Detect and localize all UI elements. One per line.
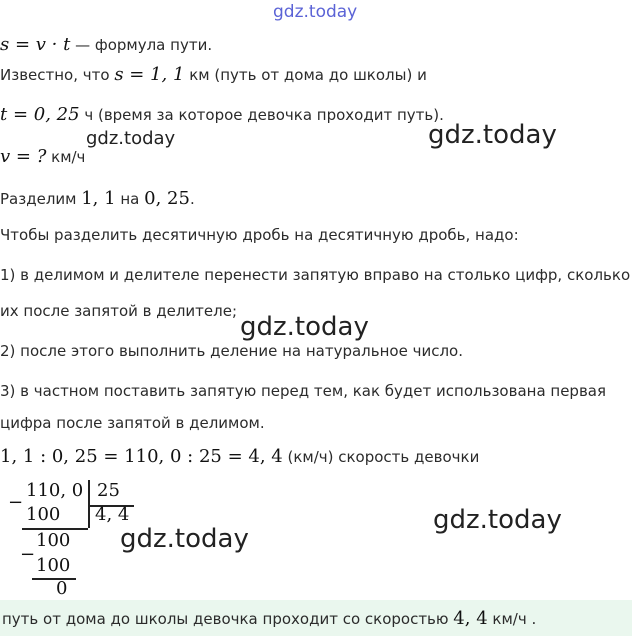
formula-math: s = v · t — [0, 34, 71, 55]
answer-text — [2, 608, 536, 629]
text: Известно, что — [0, 66, 115, 84]
subtrahend-1: 100 — [26, 504, 61, 525]
minus-sign: − — [20, 544, 36, 565]
speed-math: v = ? — [0, 146, 47, 167]
rule-step-2: 2) после этого выполнить деление на натуральное число. — [0, 342, 463, 360]
math: 1, 1 — [81, 188, 116, 209]
unknown-speed-line — [0, 146, 85, 167]
minus-sign: − — [8, 492, 24, 513]
watermark: gdz.today — [428, 120, 557, 150]
subtraction-line — [32, 578, 76, 580]
text: ч (время за которое девочка проходит путь). — [79, 106, 444, 124]
text: (км/ч) скорость девочки — [282, 448, 480, 466]
text: на — [115, 190, 145, 208]
watermark: gdz.today — [120, 524, 249, 554]
watermark-top: gdz.today — [273, 2, 358, 22]
division-bar — [88, 480, 90, 528]
answer-math: 4, 4 — [453, 608, 488, 629]
final-remainder: 0 — [56, 578, 68, 599]
known-time-line — [0, 104, 444, 125]
remainder-1: 100 — [36, 530, 71, 551]
watermark: gdz.today — [433, 505, 562, 535]
subtrahend-2: 100 — [36, 555, 71, 576]
text: км/ч . — [487, 610, 537, 628]
text: . — [189, 190, 195, 208]
rule-step-1: 1) в делимом и делителе перенести запятую вправо на столько цифр, сколько — [0, 266, 631, 284]
long-division — [0, 478, 150, 598]
text: Разделим — [0, 190, 82, 208]
dividend: 110, 0 — [26, 480, 84, 501]
divide-line — [0, 188, 195, 209]
answer-box — [0, 600, 632, 636]
formula-text: — формула пути. — [70, 36, 213, 54]
text: км/ч — [46, 148, 86, 166]
calculation-line — [0, 446, 479, 467]
rule-step-1-cont: их после запятой в делителе; — [0, 302, 238, 320]
divisor: 25 — [97, 480, 120, 501]
formula-line — [0, 34, 212, 55]
rule-step-3-cont: цифра после запятой в делимом. — [0, 414, 265, 432]
rule-intro: Чтобы разделить десятичную дробь на десятичную дробь, надо: — [0, 226, 519, 244]
calculation-math: 1, 1 : 0, 25 = 110, 0 : 25 = 4, 4 — [0, 446, 283, 467]
text: км (путь от дома до школы) и — [184, 66, 427, 84]
watermark: gdz.today — [86, 128, 176, 149]
quotient: 4, 4 — [95, 504, 130, 525]
known-distance-line — [0, 64, 427, 85]
distance-math: s = 1, 1 — [114, 64, 185, 85]
rule-step-3: 3) в частном поставить запятую перед тем, как будет использована первая — [0, 382, 607, 400]
math: 0, 25 — [144, 188, 190, 209]
time-math: t = 0, 25 — [0, 104, 80, 125]
text: путь от дома до школы девочка проходит со скоростью — [2, 610, 454, 628]
watermark: gdz.today — [240, 312, 369, 342]
